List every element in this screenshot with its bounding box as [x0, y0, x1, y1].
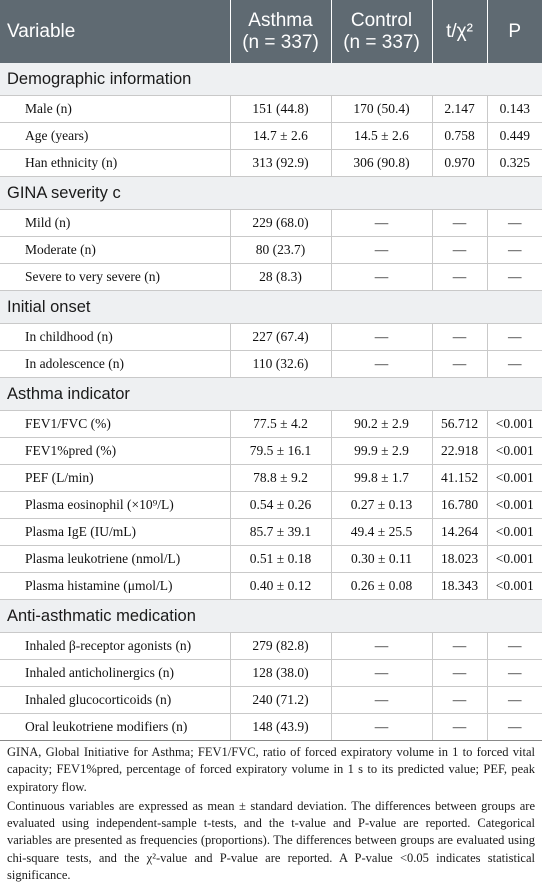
cell-asthma: 77.5 ± 4.2	[230, 411, 331, 438]
cell-asthma: 313 (92.9)	[230, 150, 331, 177]
cell-variable: Moderate (n)	[0, 237, 230, 264]
cell-asthma: 240 (71.2)	[230, 687, 331, 714]
table-row	[0, 438, 542, 465]
cell-control: —	[331, 633, 432, 660]
cell-statistic: 22.918	[432, 438, 487, 465]
cell-control: —	[331, 687, 432, 714]
cell-variable: Plasma eosinophil (×10⁹/L)	[0, 492, 230, 519]
table-row	[0, 324, 542, 351]
cell-variable: Severe to very severe (n)	[0, 264, 230, 291]
header-variable: Variable	[0, 0, 230, 63]
cell-statistic: —	[432, 351, 487, 378]
cell-control: 99.8 ± 1.7	[331, 465, 432, 492]
cell-asthma: 110 (32.6)	[230, 351, 331, 378]
cell-p-value: <0.001	[487, 546, 542, 573]
cell-variable: Age (years)	[0, 123, 230, 150]
cell-statistic: —	[432, 210, 487, 237]
table-row	[0, 96, 542, 123]
cell-variable: Plasma histamine (μmol/L)	[0, 573, 230, 600]
table-row	[0, 150, 542, 177]
cell-variable: In adolescence (n)	[0, 351, 230, 378]
cell-asthma: 0.54 ± 0.26	[230, 492, 331, 519]
cell-variable: PEF (L/min)	[0, 465, 230, 492]
cell-control: —	[331, 660, 432, 687]
cell-control: —	[331, 324, 432, 351]
table-body	[0, 63, 542, 741]
header-control-n: (n = 337)	[343, 31, 420, 53]
cell-variable: Han ethnicity (n)	[0, 150, 230, 177]
cell-statistic: —	[432, 264, 487, 291]
cell-control: 99.9 ± 2.9	[331, 438, 432, 465]
cell-statistic: —	[432, 324, 487, 351]
cell-asthma: 229 (68.0)	[230, 210, 331, 237]
cell-control: 0.30 ± 0.11	[331, 546, 432, 573]
table-row	[0, 687, 542, 714]
section-row	[0, 378, 542, 411]
cell-statistic: 0.970	[432, 150, 487, 177]
header-p-value: P	[487, 0, 542, 63]
table-row	[0, 573, 542, 600]
table-row	[0, 264, 542, 291]
cell-p-value: <0.001	[487, 519, 542, 546]
cell-variable: FEV1%pred (%)	[0, 438, 230, 465]
cell-p-value: —	[487, 324, 542, 351]
cell-control: —	[331, 237, 432, 264]
cell-asthma: 148 (43.9)	[230, 714, 331, 741]
footnote-abbreviations: GINA, Global Initiative for Asthma; FEV1/FVC, ratio of forced expiratory volume in 1 to forced vital capacity; FEV1%pred, percentage of forced expiratory volume in 1 s to its predicted value; PEF, peak expiratory flow.	[7, 745, 535, 794]
cell-p-value: 0.143	[487, 96, 542, 123]
cell-variable: Male (n)	[0, 96, 230, 123]
cell-statistic: —	[432, 633, 487, 660]
cell-statistic: 18.343	[432, 573, 487, 600]
cell-control: 49.4 ± 25.5	[331, 519, 432, 546]
cell-variable: FEV1/FVC (%)	[0, 411, 230, 438]
header-control	[331, 0, 432, 63]
cell-statistic: —	[432, 660, 487, 687]
section-title: Anti-asthmatic medication	[0, 600, 542, 633]
section-title: Initial onset	[0, 291, 542, 324]
table-row	[0, 492, 542, 519]
header-asthma	[230, 0, 331, 63]
cell-p-value: —	[487, 210, 542, 237]
cell-control: 0.27 ± 0.13	[331, 492, 432, 519]
cell-p-value: —	[487, 687, 542, 714]
cell-p-value: —	[487, 714, 542, 741]
cell-statistic: 2.147	[432, 96, 487, 123]
cell-asthma: 151 (44.8)	[230, 96, 331, 123]
cell-asthma: 80 (23.7)	[230, 237, 331, 264]
cell-p-value: —	[487, 237, 542, 264]
cell-statistic: —	[432, 714, 487, 741]
cell-statistic: 0.758	[432, 123, 487, 150]
cell-p-value: —	[487, 351, 542, 378]
cell-variable: Oral leukotriene modifiers (n)	[0, 714, 230, 741]
cell-p-value: <0.001	[487, 573, 542, 600]
header-statistic: t/χ²	[432, 0, 487, 63]
cell-control: 90.2 ± 2.9	[331, 411, 432, 438]
table-row	[0, 660, 542, 687]
cell-control: —	[331, 210, 432, 237]
cell-asthma: 128 (38.0)	[230, 660, 331, 687]
cell-asthma: 79.5 ± 16.1	[230, 438, 331, 465]
section-row	[0, 63, 542, 96]
table-row	[0, 633, 542, 660]
table-row	[0, 351, 542, 378]
section-row	[0, 600, 542, 633]
cell-control: —	[331, 351, 432, 378]
cell-asthma: 28 (8.3)	[230, 264, 331, 291]
section-title: GINA severity c	[0, 177, 542, 210]
table-row	[0, 210, 542, 237]
cell-control: —	[331, 714, 432, 741]
cell-p-value: —	[487, 264, 542, 291]
cell-control: 14.5 ± 2.6	[331, 123, 432, 150]
table-row	[0, 123, 542, 150]
cell-control: 170 (50.4)	[331, 96, 432, 123]
header-asthma-name: Asthma	[248, 9, 313, 31]
table-footnotes	[0, 741, 542, 884]
table-row	[0, 519, 542, 546]
table-row	[0, 465, 542, 492]
section-title: Demographic information	[0, 63, 542, 96]
cell-statistic: —	[432, 687, 487, 714]
cell-statistic: 14.264	[432, 519, 487, 546]
table-row	[0, 714, 542, 741]
cell-p-value: —	[487, 633, 542, 660]
cell-variable: Plasma IgE (IU/mL)	[0, 519, 230, 546]
cell-asthma: 78.8 ± 9.2	[230, 465, 331, 492]
cell-variable: Inhaled β-receptor agonists (n)	[0, 633, 230, 660]
cell-asthma: 0.40 ± 0.12	[230, 573, 331, 600]
cell-statistic: 41.152	[432, 465, 487, 492]
section-row	[0, 291, 542, 324]
footnote-methods: Continuous variables are expressed as mean ± standard deviation. The differences between groups are evaluated using independent-sample t-tests, and the t-value and P-value are reported. Categorical variables are presented as frequencies (proportions). The differences between groups are evaluated using chi-square tests, and the χ²-value and P-value are reported. A P-value <0.05 indicates statistical significance.	[7, 798, 535, 883]
table-row	[0, 411, 542, 438]
header-control-name: Control	[350, 9, 413, 31]
cell-asthma: 85.7 ± 39.1	[230, 519, 331, 546]
cell-p-value: <0.001	[487, 492, 542, 519]
cell-p-value: <0.001	[487, 411, 542, 438]
cell-variable: In childhood (n)	[0, 324, 230, 351]
cell-control: —	[331, 264, 432, 291]
cell-p-value: <0.001	[487, 465, 542, 492]
cell-variable: Mild (n)	[0, 210, 230, 237]
cell-control: 306 (90.8)	[331, 150, 432, 177]
cell-p-value: 0.325	[487, 150, 542, 177]
cell-variable: Inhaled anticholinergics (n)	[0, 660, 230, 687]
section-row	[0, 177, 542, 210]
cell-asthma: 0.51 ± 0.18	[230, 546, 331, 573]
cell-asthma: 279 (82.8)	[230, 633, 331, 660]
cell-asthma: 14.7 ± 2.6	[230, 123, 331, 150]
cell-p-value: 0.449	[487, 123, 542, 150]
cell-statistic: 18.023	[432, 546, 487, 573]
section-title: Asthma indicator	[0, 378, 542, 411]
cell-variable: Inhaled glucocorticoids (n)	[0, 687, 230, 714]
cell-p-value: <0.001	[487, 438, 542, 465]
cell-statistic: —	[432, 237, 487, 264]
cell-statistic: 16.780	[432, 492, 487, 519]
table-row	[0, 546, 542, 573]
cell-statistic: 56.712	[432, 411, 487, 438]
cell-control: 0.26 ± 0.08	[331, 573, 432, 600]
cell-variable: Plasma leukotriene (nmol/L)	[0, 546, 230, 573]
cell-p-value: —	[487, 660, 542, 687]
cell-asthma: 227 (67.4)	[230, 324, 331, 351]
header-asthma-n: (n = 337)	[242, 31, 319, 53]
table-row	[0, 237, 542, 264]
header-row	[0, 0, 542, 63]
